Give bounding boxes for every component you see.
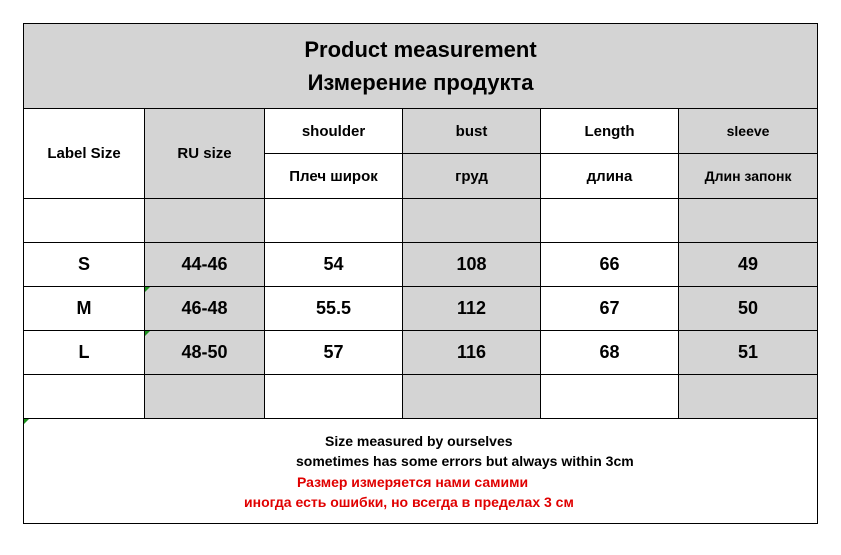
shoulder-cell: 55.5 xyxy=(265,287,403,331)
table-row-s xyxy=(24,243,818,287)
bust-cell: 108 xyxy=(403,243,541,287)
table-row-l xyxy=(24,331,818,375)
empty-cell xyxy=(403,375,541,419)
header-sleeve: sleeve xyxy=(679,109,818,154)
length-cell: 67 xyxy=(541,287,679,331)
comment-marker xyxy=(24,419,29,424)
header-bust: bust xyxy=(403,109,541,154)
notes-row xyxy=(24,419,818,524)
note-english-line1: Size measured by ourselves xyxy=(325,433,513,449)
ru-size-value: 46-48 xyxy=(181,298,228,318)
table-row-empty-top xyxy=(24,199,818,243)
empty-cell xyxy=(145,199,265,243)
title-english: Product measurement xyxy=(304,37,537,62)
shoulder-cell: 54 xyxy=(265,243,403,287)
notes-cell xyxy=(24,419,818,524)
header-shoulder: shoulder xyxy=(265,109,403,154)
table-row-m xyxy=(24,287,818,331)
size-label-cell: L xyxy=(24,331,145,375)
header-bust-ru: груд xyxy=(403,154,541,199)
header-label-size: Label Size xyxy=(24,109,145,199)
size-label-cell: S xyxy=(24,243,145,287)
ru-size-value: 48-50 xyxy=(181,342,228,362)
empty-cell xyxy=(679,375,818,419)
ru-size-cell: 44-46 xyxy=(145,243,265,287)
empty-cell xyxy=(541,375,679,419)
bust-cell: 116 xyxy=(403,331,541,375)
ru-size-cell xyxy=(145,287,265,331)
header-length-ru: длина xyxy=(541,154,679,199)
title-row xyxy=(24,24,818,109)
header-row-1 xyxy=(24,109,818,154)
shoulder-cell: 57 xyxy=(265,331,403,375)
empty-cell xyxy=(679,199,818,243)
title-cell xyxy=(24,24,818,109)
size-label-cell: M xyxy=(24,287,145,331)
sleeve-cell: 50 xyxy=(679,287,818,331)
header-shoulder-ru: Плеч широк xyxy=(265,154,403,199)
sleeve-cell: 49 xyxy=(679,243,818,287)
bust-cell: 112 xyxy=(403,287,541,331)
note-russian-line2: иногда есть ошибки, но всегда в пределах 3 см xyxy=(244,494,574,510)
length-cell: 68 xyxy=(541,331,679,375)
sleeve-cell: 51 xyxy=(679,331,818,375)
comment-marker xyxy=(145,331,150,336)
note-english-line2: sometimes has some errors but always within 3cm xyxy=(296,453,634,469)
empty-cell xyxy=(24,375,145,419)
empty-cell xyxy=(265,375,403,419)
measurement-sheet xyxy=(23,23,817,524)
empty-cell xyxy=(403,199,541,243)
note-russian-line1: Размер измеряется нами самими xyxy=(297,474,529,490)
length-cell: 66 xyxy=(541,243,679,287)
size-table xyxy=(23,23,818,524)
header-ru-size: RU size xyxy=(145,109,265,199)
header-length: Length xyxy=(541,109,679,154)
empty-cell xyxy=(265,199,403,243)
comment-marker xyxy=(145,287,150,292)
title-russian: Измерение продукта xyxy=(307,70,534,95)
table-row-empty-bottom xyxy=(24,375,818,419)
empty-cell xyxy=(145,375,265,419)
empty-cell xyxy=(24,199,145,243)
header-sleeve-ru: Длин запонк xyxy=(679,154,818,199)
ru-size-cell xyxy=(145,331,265,375)
empty-cell xyxy=(541,199,679,243)
